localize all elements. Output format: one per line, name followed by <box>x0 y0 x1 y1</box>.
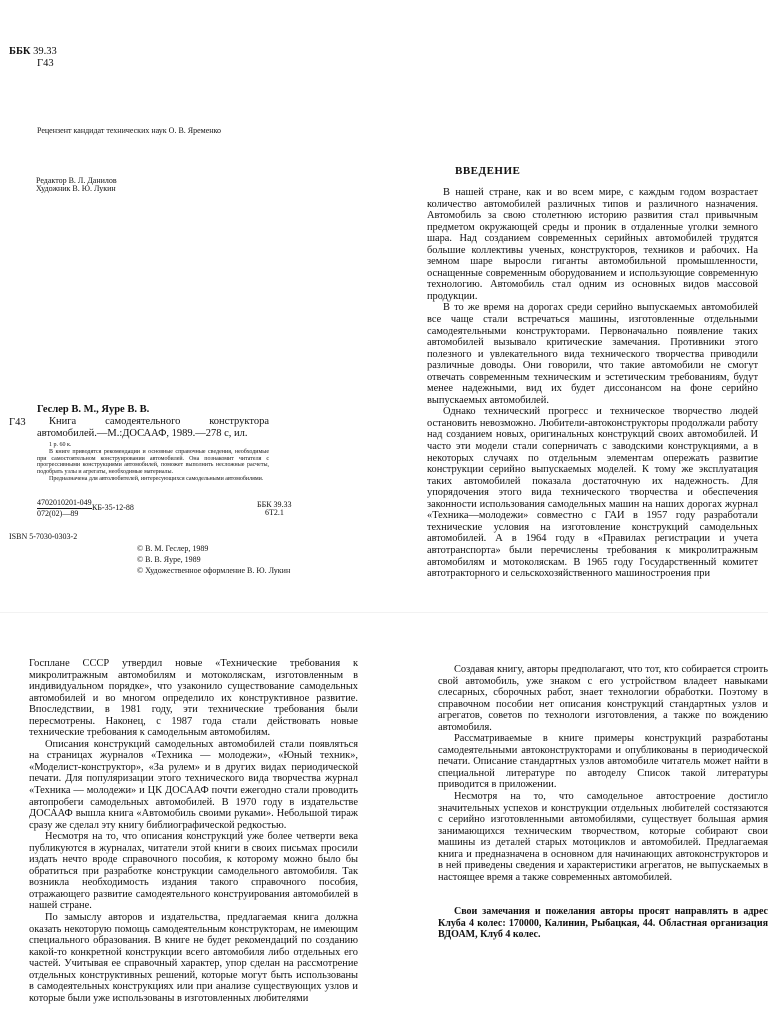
editor-line: Редактор В. Л. Данилов <box>36 176 117 185</box>
bbk-block <box>9 46 57 57</box>
intro-paragraph: В то же время на дорогах среди серийно выпускаемых автомобилей все чаще стали встречаться машины, изготовленные отдельными самодеятельными конструкторами. Первоначально появление таких автомобилей вызывало критические замечания. Противники этого полезного и увлекательного вида технического творчества приводили различные доводы. Они говорили, что такие автомобили не смогут отвечать современным техническим и эстетическим требованиям, будут менее надежными, вид их будет диссонансом на фоне серийно выпускаемых автомобилей. <box>427 302 758 406</box>
copyright-3: © Художественное оформление В. Ю. Лукин <box>137 566 291 575</box>
copyright-2: © В. В. Яуре, 1989 <box>137 555 201 564</box>
card-abstract: В книге приводятся рекомендации и основные справочные сведения, необходимые при самостоятельном конструировании автомобилей. Она познакомит читателя с прогрессивными конструкциями автомобилей, поможет выполнить несложные расчеты, подобрать узлы и агрегаты, необходимые материалы. <box>37 449 269 475</box>
card-audience: Предназначена для автолюбителей, интересующихся самодельными автомобилями. <box>49 476 264 482</box>
copyright-1: © В. М. Геслер, 1989 <box>137 544 209 553</box>
page3-paragraph: Несмотря на то, что описания конструкций уже более четверти века публикуются в журналах, читатели этой книги в своих письмах просили издать нечто вроде справочного пособия, к которому можно было бы обратиться при разработке конструкции самодельного автомобиля. Так возникла необходимость издания такого справочного пособия, отражающего развитие самодеятельного конструирования автомобилей в нашей стране. <box>29 831 358 912</box>
page4-paragraph: Несмотря на то, что самодельное автостроение достигло значительных успехов и конструкции отдельных любителей состязаются с серийно изготовленными автомобилями, существует большая армия занимающихся техническим творчеством, которые собирают свои машины из деталей старых мотоциклов и автомобилей. Предлагаемая книга и предназначена в основном для начинающих автоконструкторов и в ней приведены сведения и характеристики агрегатов, не выпускаемых в настоящее время а также современных автомобилей. <box>438 791 768 883</box>
code-bottom: 072(02)—89 <box>37 509 79 518</box>
intro-paragraph: В нашей стране, как и во всем мире, с каждым годом возрастает количество автомобилей различных типов и различного назначения. Автомобиль за свою столетнюю историю развития стал привычным предметом окружающей среды и проник в отдаленные уголки земного шара. Над созданием современных серийных автомобилей трудятся большие коллективы ученых, конструкторов, техников и рабочих. На земном шаре выросли гиганты автомобильной промышленности, оснащенные современным оборудованием и использующие современную технологию. Автомобиль стал одним из основных видов массовой продукции. <box>427 187 758 302</box>
card-bbk: ББК 39.33 <box>257 500 292 509</box>
isbn: ISBN 5-7030-0303-2 <box>9 532 78 541</box>
card-price: 1 р. 60 к. <box>49 442 72 448</box>
card-bbk2: 6Т2.1 <box>265 508 284 517</box>
artist-line: Художник В. Ю. Лукин <box>36 184 116 193</box>
bbk-code: 39.33 <box>33 46 57 57</box>
page4-paragraph: Рассматриваемые в книге примеры конструкций разработаны самодеятельными автоконструкторами и опубликованы в периодической печати. Описание стандартных узлов автомобиле читатель может найти в специальной литературе по автоделу Список такой литературы приводится в приложении. <box>438 733 768 791</box>
intro-title: ВВЕДЕНИЕ <box>455 165 521 177</box>
page-3 <box>0 615 384 1024</box>
intro-body <box>427 187 758 580</box>
page-gap <box>0 612 768 613</box>
bbk-label: ББК <box>9 46 31 57</box>
index-g43: Г43 <box>37 58 54 69</box>
page3-body <box>29 658 358 1004</box>
page4-paragraph: Создавая книгу, авторы предполагают, что тот, кто собирается строить свой автомобиль, уже знаком с его устройством владеет навыками слесарных, сборочных работ, знает технологии обработки. Поэтому в справочном пособии нет описания конструкций стандартных узлов и агрегатов, советов по технологи изготовления, а также по вождению автомобиля. <box>438 664 768 733</box>
card-index: Г43 <box>9 417 26 428</box>
page4-body <box>438 664 768 883</box>
imprint-page <box>0 0 400 600</box>
code-top: 4702010201-049 <box>37 498 92 507</box>
card-authors: Геслер В. М., Яуре В. В. <box>37 404 150 415</box>
card-title: Книга самодеятельного конструктора автомобилей.—М.:ДОСААФ, 1989.—278 с, ил. <box>37 416 269 439</box>
page-4 <box>384 615 768 1024</box>
page3-paragraph: Госплане СССР утвердил новые «Технические требования к микролитражным автомобилям и мотоколяскам, изготовленным в индивидуальном порядке», что узаконило существование самодельных автомобилей и во многом определило их конструктивное развитие. Впоследствии, в 1981 году, эти технические требования были пересмотрены. Наконец, с 1987 года стали действовать новые технические требования к самодельным автомобилям. <box>29 658 358 739</box>
page3-paragraph: По замыслу авторов и издательства, предлагаемая книга должна оказать некоторую помощь самодеятельным конструкторам, не имеющим специального образования. В книге не будет рекомендаций по созданию какой-то конкретной конструкции всего автомобиля либо отдельных его частей. Учитывая ее справочный характер, упор сделан на рассмотрение отдельных конструктивных решений, которые могут быть использованы в самодеятельных конструкциях или при анализе существующих узлов и которые были уже использованы в изготовленных любителями <box>29 912 358 1004</box>
contact-note: Свои замечания и пожелания авторы просят направлять в адрес Клуба 4 колес: 170000, Калинин, Рыбацкая, 44. Областная организация ВДОАМ, Клуб 4 колес. <box>438 906 768 941</box>
code-kb: — КБ-35-12-88 <box>82 503 134 512</box>
reviewer-line: Рецензент кандидат технических наук О. В. Яременко <box>37 126 222 135</box>
page3-paragraph: Описания конструкций самодельных автомобилей стали появляться на страницах журналов «Техника — молодежи», «Юный техник», «Моделист-конструктор», «За рулем» и в других видах периодической печати. Для популяризации этого технического вида творчества журнал «Техника — молодежи» и ЦК ДОСААФ почти ежегодно стали проводить автопробеги самодельных автомобилей. В 1970 году в издательстве ДОСААФ вышла книга «Автомобиль своими руками». Небольшой тираж сразу же сделал эту книгу библиографической редкостью. <box>29 738 358 831</box>
intro-paragraph: Однако технический прогресс и техническое творчество людей остановить невозможно. Любители-автоконструкторы продолжали работу над созданием новых, оригинальных конструкций своих автомобилей. И часто эти модели стали соперничать с заводскими конструкциями, а в некоторых случаях по отдельным элементам опережать развитие конструкции серийно выпускаемых моделей. К тому же эксплуатация таких автомобилей показала достаточную их надежность. Для упорядочения этого вида технического творчества и обеспечения законности использования самодельных машин на наших дорогах журнал «Техника—молодежи» совместно с ГАИ в 1957 году разработали технические условия на изготовление конструкций самодельных автомобилей. А в 1964 году в «Правилах регистрации и учета автотранспорта» были перечислены требования к микролитражным автомобилям и мотоколяскам. В 1965 году Государственный комитет автотракторного и сельскохозяйственного машиностроения при <box>427 406 758 580</box>
page4-note <box>438 906 768 941</box>
intro-page <box>400 0 768 600</box>
